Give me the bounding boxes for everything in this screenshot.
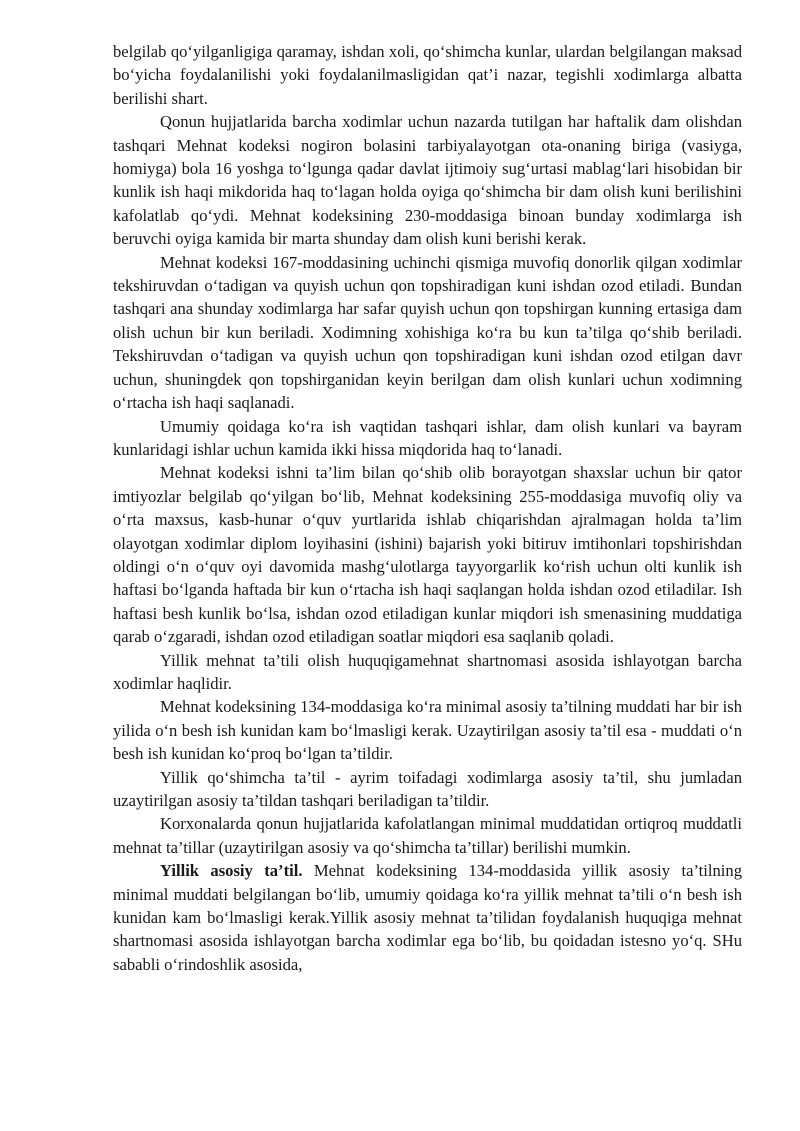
paragraph-9: Korxonalarda qonun hujjatlarida kafolatlangan minimal muddatidan ortiqroq muddatli mehnat ta’tillar (uzaytirilgan asosiy va qo‘shimcha ta’tillar) berilishi mumkin.: [113, 814, 742, 857]
paragraph-3: Mehnat kodeksi 167-moddasining uchinchi qismiga muvofiq donorlik qilgan xodimlar tekshiruvdan o‘tadigan va quyish uchun qon topshiradigan kuni ishdan ozod etiladi. Bundan tashqari ana shunday xodimlarga har safar quyish uchun qon topshirgan kunning ertasiga dam olish uchun bir kun beriladi. Xodimning xohishiga ko‘ra bu kun ta’tilga qo‘shib beriladi. Tekshiruvdan o‘tadigan va quyish uchun qon topshiradigan kuni ishdan ozod etilgan davr uchun, shuningdek qon topshirganidan keyin berilgan dam olish kunlari uchun xodimning o‘rtacha ish haqi saqlanadi.: [113, 252, 742, 413]
paragraph-10: [113, 859, 742, 976]
paragraph-2: Qonun hujjatlarida barcha xodimlar uchun nazarda tutilgan har haftalik dam olishdan tashqari Mehnat kodeksi nogiron bolasini tarbiyalayotgan ota-onaning biriga (vasiyga, homiyga) bola 16 yoshga to‘lgunga qadar davlat ijtimoiy sug‘urtasi mablag‘lari hisobidan bir kunlik ish haqi mikdorida haq to‘lagan holda oyiga qo‘shimcha bir dam olish kuni berilishini kafolatlab qo‘ydi. Mehnat kodeksining 230-moddasiga binoan bunday xodimlarga ish beruvchi oyiga kamida bir marta shunday dam olish kuni berishi kerak.: [113, 112, 742, 249]
document-page: [113, 40, 742, 976]
paragraph-5: Mehnat kodeksi ishni ta’lim bilan qo‘shib olib borayotgan shaxslar uchun bir qator imtiyozlar belgilab qo‘yilgan bo‘lib, Mehnat kodeksining 255-moddasiga muvofiq oliy va o‘rta maxsus, kasb-hunar o‘quv yurtlarida ishlab chiqarishdan ajralmagan holda ta’lim olayotgan xodimlar diplom loyihasini (ishini) bajarish yoki bitiruv imtihonlari topshirishdan oldingi o‘n o‘quv oyi davomida mashg‘ulotlarga tayyorgarlik ko‘rish uchun olti kunlik ish haftasi bo‘lganda haftada bir kun o‘rtacha ish haqi saqlangan holda ishdan ozod etiladilar. Ish haftasi besh kunlik bo‘lsa, ishdan ozod etiladigan kunlar miqdori ish smenasining muddatiga qarab o‘zgaradi, ishdan ozod etiladigan soatlar miqdori esa saqlanib qoladi.: [113, 463, 742, 647]
paragraph-8: Yillik qo‘shimcha ta’til - ayrim toifadagi xodimlarga asosiy ta’til, shu jumladan uzaytirilgan asosiy ta’tildan tashqari beriladigan ta’tildir.: [113, 767, 742, 810]
paragraph-10-body: Mehnat kodeksining 134-moddasida yillik asosiy ta’tilning minimal muddati belgilangan bo‘lib, umumiy qoidaga ko‘ra yillik mehnat ta’tili o‘n besh ish kunidan kam bo‘lmasligi kerak.Yillik asosiy mehnat ta’tilidan foydalanish huquqiga mehnat shartnomasi asosida ishlayotgan barcha xodimlar ega bo‘lib, bu qoidadan istesno yo‘q. SHu sababli o‘rindoshlik asosida,: [113, 861, 742, 974]
paragraph-7: Mehnat kodeksining 134-moddasiga ko‘ra minimal asosiy ta’tilning muddati har bir ish yilida o‘n besh ish kunidan kam bo‘lmasligi kerak. Uzaytirilgan asosiy ta’til esa - muddati o‘n besh ish kunidan ko‘proq bo‘lgan ta’tildir.: [113, 697, 742, 764]
section-heading-annual-leave: Yillik asosiy ta’til.: [160, 861, 303, 881]
paragraph-6: Yillik mehnat ta’tili olish huquqigamehnat shartnomasi asosida ishlayotgan barcha xodimlar haqlidir.: [113, 650, 742, 693]
paragraph-1: belgilab qo‘yilganligiga qaramay, ishdan xoli, qo‘shimcha kunlar, ulardan belgilangan maksad bo‘yicha foydalanilishi yoki foydalanilmasligidan qat’i nazar, tegishli xodimlarga albatta berilishi shart.: [113, 42, 742, 108]
paragraph-4: Umumiy qoidaga ko‘ra ish vaqtidan tashqari ishlar, dam olish kunlari va bayram kunlaridagi ishlar uchun kamida ikki hissa miqdorida haq to‘lanadi.: [113, 416, 742, 459]
